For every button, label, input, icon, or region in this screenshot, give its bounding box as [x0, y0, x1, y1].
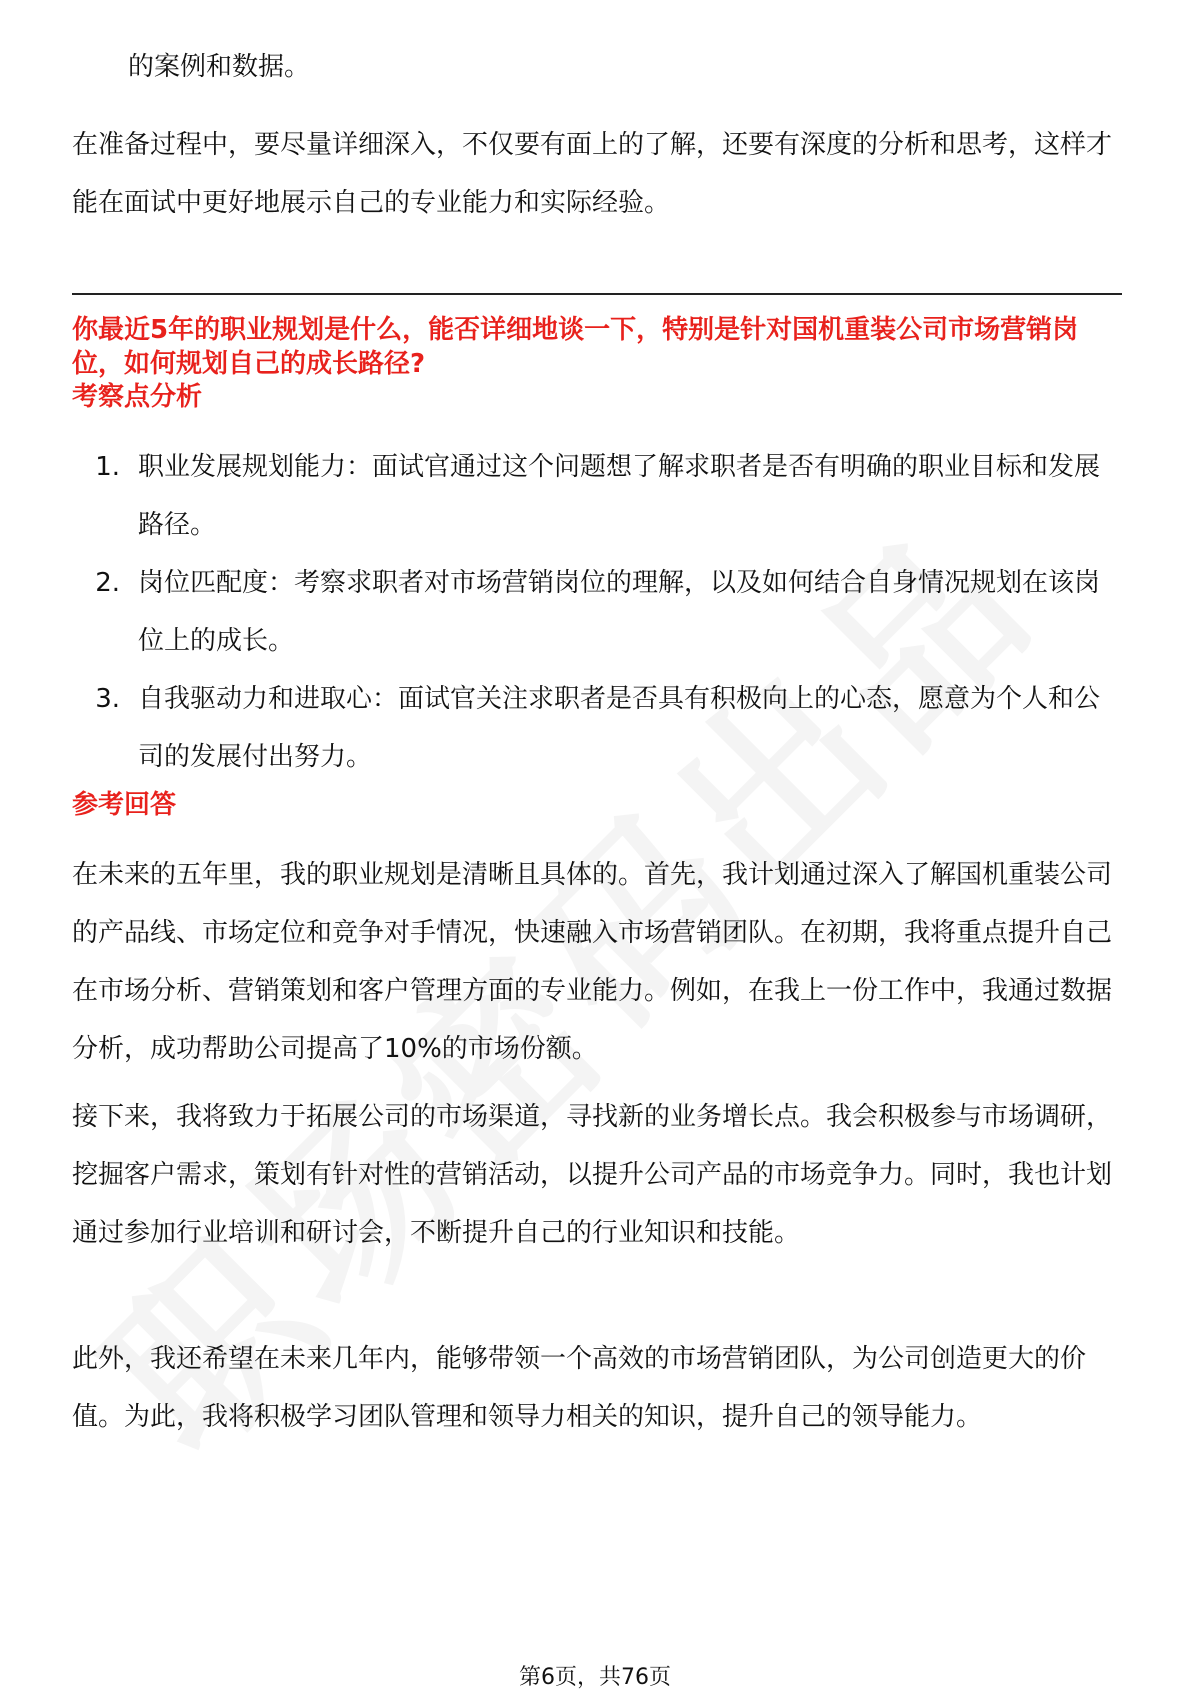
intro-continuation-block: [72, 40, 1122, 94]
list-item: [72, 554, 1122, 670]
list-item: [72, 670, 1122, 786]
list-item-text: 职业发展规划能力：面试官通过这个问题想了解求职者是否有明确的职业目标和发展路径。: [138, 452, 1101, 540]
list-item-number: 1.: [95, 452, 120, 482]
list-item-text: 岗位匹配度：考察求职者对市场营销岗位的理解，以及如何结合自身情况规划在该岗位上的成长。: [138, 568, 1101, 656]
list-item-text: 自我驱动力和进取心：面试官关注求职者是否具有积极向上的心态，愿意为个人和公司的发展付出努力。: [138, 684, 1101, 772]
intro-paragraph-block: [72, 116, 1122, 232]
answer-paragraph: 此外，我还希望在未来几年内，能够带领一个高效的市场营销团队，为公司创造更大的价值。为此，我将积极学习团队管理和领导力相关的知识，提升自己的领导能力。: [72, 1344, 1087, 1432]
intro-paragraph: 在准备过程中，要尽量详细深入，不仅要有面上的了解，还要有深度的分析和思考，这样才能在面试中更好地展示自己的专业能力和实际经验。: [72, 130, 1113, 218]
list-item: [72, 438, 1122, 554]
answer-title: 参考回答: [72, 790, 177, 820]
answer-paragraph-3: [72, 1330, 1122, 1446]
analysis-title: 考察点分析: [72, 382, 203, 412]
answer-paragraph-2: [72, 1088, 1122, 1262]
answer-paragraph-1: [72, 846, 1122, 1078]
intro-continuation: 的案例和数据。: [128, 52, 311, 82]
page-number-footer: 第6页，共76页: [519, 1665, 671, 1690]
answer-paragraph: 在未来的五年里，我的职业规划是清晰且具体的。首先，我计划通过深入了解国机重装公司的产品线、市场定位和竞争对手情况，快速融入市场营销团队。在初期，我将重点提升自己在市场分析、营销策划和客户管理方面的专业能力。例如，在我上一份工作中，我通过数据分析，成功帮助公司提高了10%的市场份额。: [72, 860, 1113, 1064]
section-divider: [72, 293, 1122, 295]
list-item-number: 2.: [95, 568, 120, 598]
analysis-list: [72, 438, 1122, 786]
answer-paragraph: 接下来，我将致力于拓展公司的市场渠道，寻找新的业务增长点。我会积极参与市场调研，挖掘客户需求，策划有针对性的营销活动，以提升公司产品的市场竞争力。同时，我也计划通过参加行业培训和研讨会，不断提升自己的行业知识和技能。: [72, 1102, 1113, 1248]
list-item-number: 3.: [95, 684, 120, 714]
question-heading: 你最近5年的职业规划是什么，能否详细地谈一下，特别是针对国机重装公司市场营销岗位，如何规划自己的成长路径?: [72, 315, 1079, 379]
